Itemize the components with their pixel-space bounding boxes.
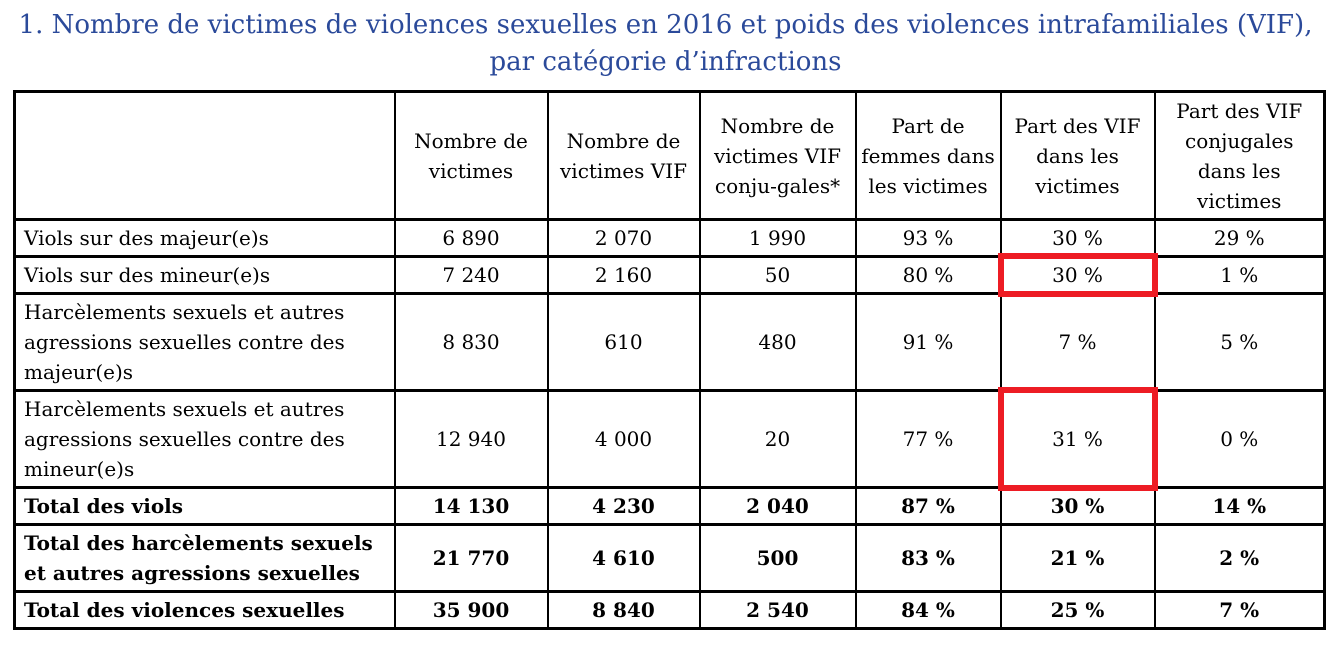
value-cell: 7 % [1155, 592, 1325, 629]
value-cell: 7 % [1001, 294, 1155, 391]
value-cell: 25 % [1001, 592, 1155, 629]
corner-header-cell [15, 92, 395, 220]
column-header: Nombre de victimes [395, 92, 548, 220]
value-cell: 500 [700, 525, 856, 592]
value-cell: 80 % [856, 257, 1001, 294]
row-label: Total des harcèlements sexuels et autres agressions sexuelles [15, 525, 395, 592]
value-cell: 29 % [1155, 220, 1325, 257]
value-cell: 2 070 [548, 220, 700, 257]
value-cell: 1 % [1155, 257, 1325, 294]
value-cell: 610 [548, 294, 700, 391]
value-cell: 20 [700, 391, 856, 488]
table-title-line2: par catégorie d’infractions [489, 47, 842, 77]
table-body [15, 220, 1325, 629]
table-row [15, 488, 1325, 525]
column-header: Part des VIF conjugales dans les victimes [1155, 92, 1325, 220]
table-row [15, 257, 1325, 294]
column-header: Nombre de victimes VIF conju-gales* [700, 92, 856, 220]
value-cell: 21 % [1001, 525, 1155, 592]
value-cell: 2 % [1155, 525, 1325, 592]
value-cell: 2 040 [700, 488, 856, 525]
value-cell: 6 890 [395, 220, 548, 257]
value-cell: 0 % [1155, 391, 1325, 488]
value-cell: 50 [700, 257, 856, 294]
row-label: Total des viols [15, 488, 395, 525]
value-cell: 480 [700, 294, 856, 391]
column-header: Nombre de victimes VIF [548, 92, 700, 220]
highlighted-value-cell: 31 % [1001, 391, 1155, 488]
header-row [15, 92, 1325, 220]
value-cell: 2 540 [700, 592, 856, 629]
column-header: Part de femmes dans les victimes [856, 92, 1001, 220]
table-row [15, 525, 1325, 592]
value-cell: 4 610 [548, 525, 700, 592]
value-cell: 14 130 [395, 488, 548, 525]
value-cell: 87 % [856, 488, 1001, 525]
value-cell: 4 230 [548, 488, 700, 525]
value-cell: 83 % [856, 525, 1001, 592]
stats-table [13, 90, 1326, 630]
value-cell: 7 240 [395, 257, 548, 294]
value-cell: 8 830 [395, 294, 548, 391]
value-cell: 30 % [1001, 220, 1155, 257]
row-label: Harcèlements sexuels et autres agressions sexuelles contre des majeur(e)s [15, 294, 395, 391]
row-label: Viols sur des mineur(e)s [15, 257, 395, 294]
value-cell: 2 160 [548, 257, 700, 294]
value-cell: 14 % [1155, 488, 1325, 525]
value-cell: 84 % [856, 592, 1001, 629]
value-cell: 1 990 [700, 220, 856, 257]
row-label: Total des violences sexuelles [15, 592, 395, 629]
value-cell: 30 % [1001, 488, 1155, 525]
value-cell: 8 840 [548, 592, 700, 629]
table-header [15, 92, 1325, 220]
row-label: Viols sur des majeur(e)s [15, 220, 395, 257]
value-cell: 5 % [1155, 294, 1325, 391]
value-cell: 93 % [856, 220, 1001, 257]
value-cell: 77 % [856, 391, 1001, 488]
value-cell: 4 000 [548, 391, 700, 488]
highlighted-value-cell: 30 % [1001, 257, 1155, 294]
table-row [15, 391, 1325, 488]
column-header: Part des VIF dans les victimes [1001, 92, 1155, 220]
table-title-line1: 1. Nombre de victimes de violences sexuelles en 2016 et poids des violences intrafamiliales (VIF), [18, 10, 1313, 40]
table-title [0, 0, 1331, 81]
value-cell: 12 940 [395, 391, 548, 488]
value-cell: 35 900 [395, 592, 548, 629]
table-row [15, 294, 1325, 391]
table-row [15, 592, 1325, 629]
value-cell: 91 % [856, 294, 1001, 391]
table-row [15, 220, 1325, 257]
value-cell: 21 770 [395, 525, 548, 592]
row-label: Harcèlements sexuels et autres agressions sexuelles contre des mineur(e)s [15, 391, 395, 488]
